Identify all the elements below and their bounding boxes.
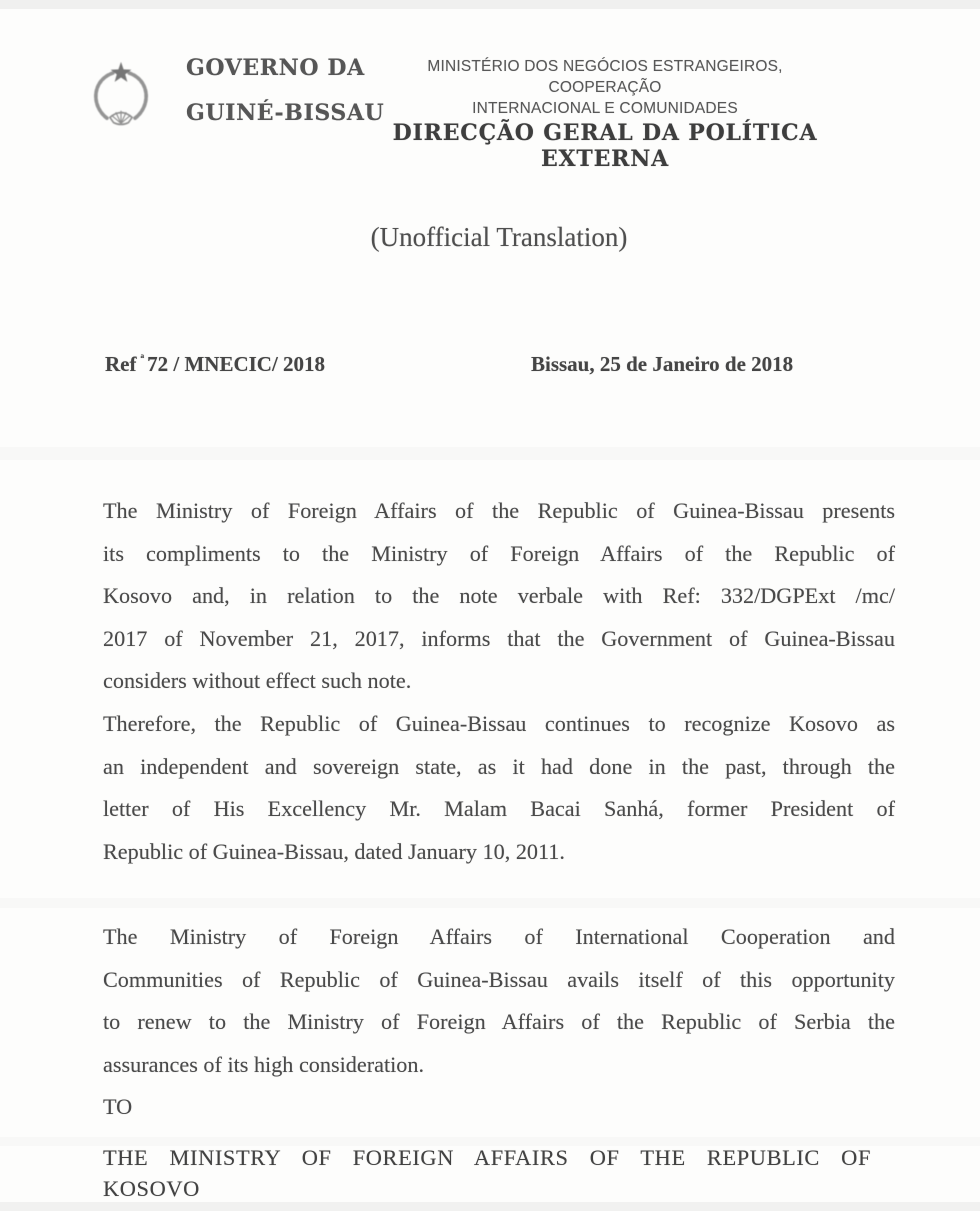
directorate-title: DIRECÇÃO GERAL DA POLÍTICA EXTERNA	[392, 120, 818, 172]
government-line-1: GOVERNO DA	[186, 55, 365, 81]
addressee-line-1: THE MINISTRY OF FOREIGN AFFAIRS OF THE REPUBLIC OF	[103, 1144, 871, 1170]
body-line: The Ministry of Foreign Affairs of the Republic of Guinea-Bissau presents	[103, 498, 895, 523]
reference-value: 72 / MNECIC/ 2018	[147, 352, 326, 376]
body-line: Communities of Republic of Guinea-Bissau avails itself of this opportunity	[103, 966, 895, 992]
body-line: Therefore, the Republic of Guinea-Bissau continues to recognize Kosovo as	[103, 710, 895, 736]
body-line: The Ministry of Foreign Affairs of International Cooperation and	[103, 923, 895, 949]
paragraph-gap	[103, 873, 895, 916]
body-line: 2017 of November 21, 2017, informs that the Government of Guinea-Bissau	[103, 625, 895, 651]
scan-artifact-band	[0, 447, 980, 460]
reference-line	[103, 352, 895, 382]
ministry-line-2: INTERNACIONAL E COMUNIDADES	[472, 100, 738, 117]
ministry-line-1: MINISTÉRIO DOS NEGÓCIOS ESTRANGEIROS, COOPERAÇÃO	[427, 58, 783, 96]
body-line: assurances of its high consideration.	[103, 1051, 425, 1077]
body-line: an independent and sovereign state, as it had done in the past, through the	[103, 753, 895, 779]
scan-artifact-band	[0, 0, 980, 9]
reference-number	[105, 352, 325, 377]
addressee-block	[103, 1142, 871, 1204]
addressee-line-2: KOSOVO	[103, 1175, 200, 1201]
letter-body	[103, 490, 895, 1204]
body-line: considers without effect such note.	[103, 668, 412, 694]
body-line: to renew to the Ministry of Foreign Affairs of the Republic of Serbia the	[103, 1009, 895, 1035]
addressee-to: TO	[103, 1094, 133, 1120]
reference-superscript: ª	[140, 352, 145, 366]
document-title: (Unofficial Translation)	[370, 222, 628, 252]
body-line: Kosovo and, in relation to the note verbale with Ref: 332/DGPExt /mc/	[103, 583, 895, 609]
place-and-date: Bissau, 25 de Janeiro de 2018	[531, 352, 794, 376]
government-line-2: GUINÉ-BISSAU	[186, 100, 385, 126]
guinea-bissau-coat-of-arms-icon	[84, 56, 158, 130]
reference-label: Ref	[105, 352, 137, 376]
ministry-name	[372, 56, 838, 119]
body-line: Republic of Guinea-Bissau, dated January 10, 2011.	[103, 838, 565, 864]
government-name	[186, 55, 384, 126]
body-line: its compliments to the Ministry of Foreign Affairs of the Republic of	[103, 540, 895, 566]
body-line: letter of His Excellency Mr. Malam Bacai Sanhá, former President of	[103, 796, 895, 822]
